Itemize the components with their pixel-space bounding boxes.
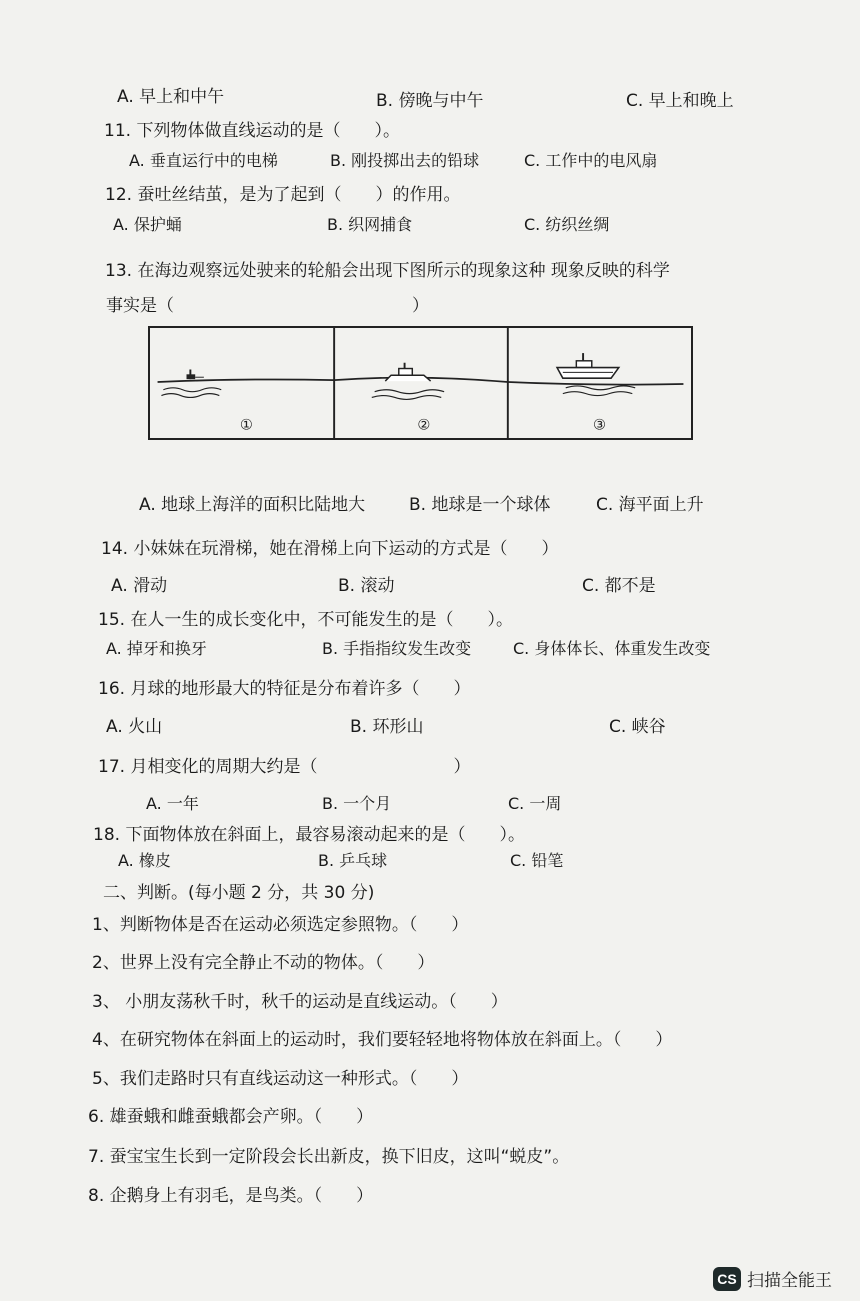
q16-option-a: A. 火山 xyxy=(106,717,163,737)
q18-stem: 18. 下面物体放在斜面上，最容易滚动起来的是（ ）。 xyxy=(93,825,525,845)
camscanner-logo-icon: CS xyxy=(713,1267,741,1291)
q15-option-a: A. 掉牙和换牙 xyxy=(106,639,207,658)
q15-option-c: C. 身体体长、体重发生改变 xyxy=(513,639,711,658)
scanner-watermark xyxy=(713,1266,832,1291)
judge-item-7: 7. 蚕宝宝生长到一定阶段会长出新皮，换下旧皮，这叫“蜕皮”。 xyxy=(88,1147,570,1167)
judge-item-5: 5、我们走路时只有直线运动这一种形式。（ ） xyxy=(92,1069,469,1089)
q17-stem: 17. 月相变化的周期大约是（ ） xyxy=(98,757,471,777)
watermark-text: 扫描全能王 xyxy=(747,1271,832,1291)
panel-label-2: ② xyxy=(417,417,431,434)
q16-stem: 16. 月球的地形最大的特征是分布着许多（ ） xyxy=(98,679,471,699)
q17-option-b: B. 一个月 xyxy=(322,794,392,813)
q11-option-b: B. 刚投掷出去的铅球 xyxy=(330,151,480,170)
wave xyxy=(161,394,219,398)
q15-stem: 15. 在人一生的成长变化中，不可能发生的是（ ）。 xyxy=(98,610,513,630)
q10-option-a: A. 早上和中午 xyxy=(117,87,225,107)
ship-diagram xyxy=(150,328,691,438)
ship-horizon-figure xyxy=(148,326,693,440)
q17-option-c: C. 一周 xyxy=(508,794,562,813)
q11-stem: 11. 下列物体做直线运动的是（ ）。 xyxy=(104,121,400,141)
wave xyxy=(163,388,221,392)
q11-option-a: A. 垂直运行中的电梯 xyxy=(129,151,278,170)
panel-label-3: ③ xyxy=(592,417,606,434)
q12-stem: 12. 蚕吐丝结茧，是为了起到（ ）的作用。 xyxy=(105,185,461,205)
q13-option-b: B. 地球是一个球体 xyxy=(409,495,551,515)
wave xyxy=(372,396,441,400)
q18-option-b: B. 乒乓球 xyxy=(318,851,388,870)
q12-option-a: A. 保护蛹 xyxy=(113,215,182,234)
q15-option-b: B. 手指指纹发生改变 xyxy=(322,639,472,658)
q13-stem-line1: 13. 在海边观察远处驶来的轮船会出现下图所示的现象这种 现象反映的科学 xyxy=(105,261,670,281)
q12-option-b: B. 织网捕食 xyxy=(327,215,413,234)
judge-item-8: 8. 企鹅身上有羽毛，是鸟类。（ ） xyxy=(88,1186,374,1206)
ship-mast-1 xyxy=(187,369,204,379)
q14-stem: 14. 小妹妹在玩滑梯，她在滑梯上向下运动的方式是（ ） xyxy=(101,539,559,559)
judge-item-3: 3、 小朋友荡秋千时，秋千的运动是直线运动。（ ） xyxy=(92,992,508,1012)
q10-option-c: C. 早上和晚上 xyxy=(626,91,734,111)
q13-option-c: C. 海平面上升 xyxy=(596,495,704,515)
ship-partial-2 xyxy=(385,363,430,381)
q18-option-c: C. 铅笔 xyxy=(510,851,564,870)
q17-option-a: A. 一年 xyxy=(146,794,199,813)
q14-option-c: C. 都不是 xyxy=(582,576,656,596)
judge-item-2: 2、世界上没有完全静止不动的物体。（ ） xyxy=(92,953,435,973)
q12-option-c: C. 纺织丝绸 xyxy=(524,215,610,234)
ship-full-3 xyxy=(557,353,619,378)
q10-option-b: B. 傍晚与中午 xyxy=(376,91,484,111)
judge-item-1: 1、判断物体是否在运动必须选定参照物。（ ） xyxy=(92,915,469,935)
judge-item-4: 4、在研究物体在斜面上的运动时，我们要轻轻地将物体放在斜面上。（ ） xyxy=(92,1030,673,1050)
wave xyxy=(566,386,635,390)
panel-label-1: ① xyxy=(239,417,253,434)
wave xyxy=(563,392,632,396)
section2-heading: 二、判断。(每小题 2 分，共 30 分) xyxy=(103,883,375,903)
wave xyxy=(375,390,444,394)
q18-option-a: A. 橡皮 xyxy=(118,851,171,870)
judge-item-6: 6. 雄蚕蛾和雌蚕蛾都会产卵。（ ） xyxy=(88,1107,374,1127)
q14-option-b: B. 滚动 xyxy=(338,576,395,596)
q14-option-a: A. 滑动 xyxy=(111,576,168,596)
q16-option-c: C. 峡谷 xyxy=(609,717,666,737)
q13-stem-line2: 事实是（ ） xyxy=(106,296,429,316)
q13-option-a: A. 地球上海洋的面积比陆地大 xyxy=(139,495,366,515)
q11-option-c: C. 工作中的电风扇 xyxy=(524,151,658,170)
q16-option-b: B. 环形山 xyxy=(350,717,424,737)
